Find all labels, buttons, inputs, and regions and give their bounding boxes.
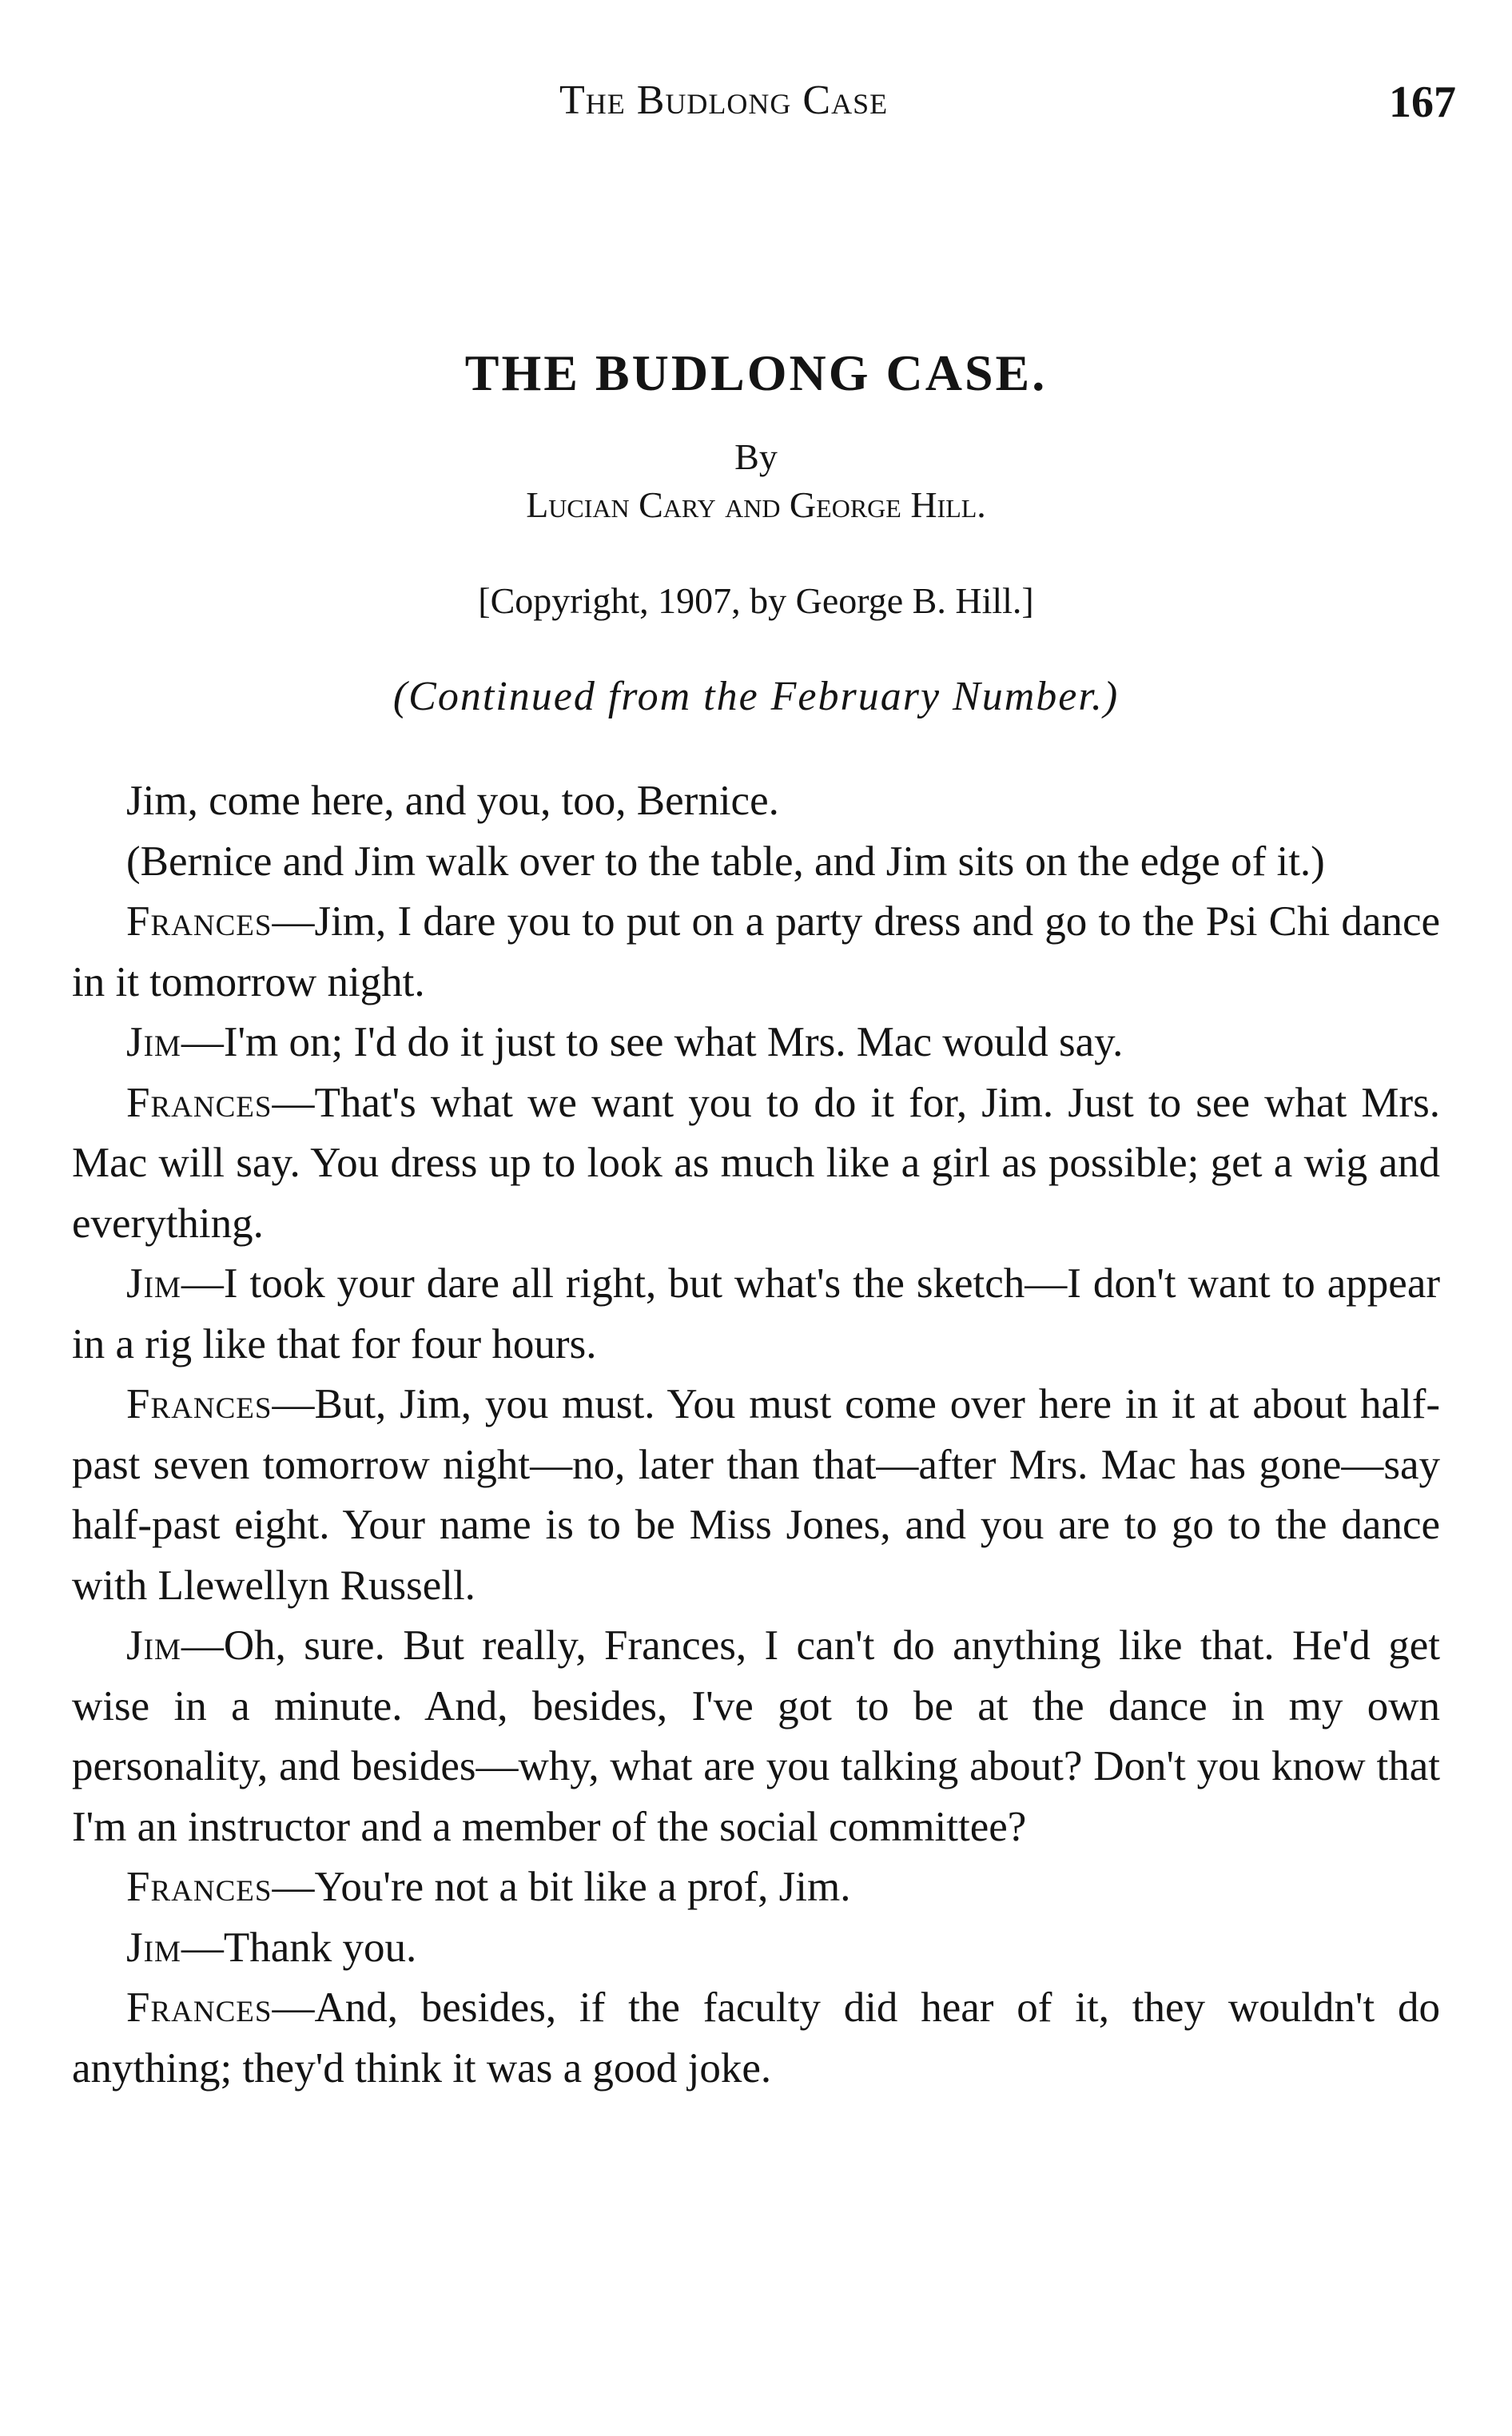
paragraph [72,1616,1440,1857]
paragraph-text: (Bernice and Jim walk over to the table, and Jim sits on the edge of it.) [126,838,1325,885]
paragraph [72,1857,1440,1918]
paragraph-text: —That's what we want you to do it for, Jim. Just to see what Mrs. Mac will say. You dress up to look as much like a girl as possible; get a wig and everything. [72,1079,1440,1247]
speaker-name: Frances [126,1984,273,2031]
paragraph-text: —But, Jim, you must. You must come over here in it at about half-past seven tomorrow night—no, later than that—after Mrs. Mac has gone—say half-past eight. Your name is to be Miss Jones, and you are to go to the dance with Llewellyn Russell. [72,1381,1440,1609]
paragraph-text: —And, besides, if the faculty did hear of it, they wouldn't do anything; they'd think it was a good joke. [72,1984,1440,2092]
paragraph [72,1254,1440,1375]
paragraph [72,1918,1440,1979]
paragraph-text: —Thank you. [181,1924,417,1971]
speaker-name: Jim [126,1019,181,1065]
copyright-notice: [Copyright, 1907, by George B. Hill.] [478,580,1034,621]
speaker-name: Frances [126,1864,273,1910]
paragraph [72,1013,1440,1073]
paragraph [72,1375,1440,1616]
paragraph-text: —I'm on; I'd do it just to see what Mrs. Mac would say. [181,1019,1124,1065]
speaker-name: Frances [126,898,273,945]
speaker-name: Frances [126,1079,273,1126]
paragraph-text: —Jim, I dare you to put on a party dress and go to the Psi Chi dance in it tomorrow night. [72,898,1440,1005]
paragraph [72,892,1440,1013]
continued-note: (Continued from the February Number.) [392,674,1120,719]
paragraph-text: Jim, come here, and you, too, Bernice. [126,778,779,824]
paragraph [72,1978,1440,2099]
paragraph [72,832,1440,893]
running-head: The Budlong Case [559,78,889,123]
paragraph [72,1073,1440,1255]
page-number: 167 [1389,78,1456,127]
speaker-name: Jim [126,1924,181,1971]
paragraph-text: —You're not a bit like a prof, Jim. [272,1864,851,1910]
speaker-name: Frances [126,1381,273,1427]
article-title: THE BUDLONG CASE. [464,344,1048,401]
paragraph [72,771,1440,832]
paragraph-text: —I took your dare all right, but what's the sketch—I don't want to appear in a rig like that for four hours. [72,1260,1440,1367]
body-text [72,771,1440,2099]
byline: By [734,436,778,477]
paragraph-text: —Oh, sure. But really, Frances, I can't do anything like that. He'd get wise in a minute. And, besides, I've got to be at the dance in my own personality, and besides—why, what are you talking about? Don't you know that I'm an instructor and a member of the social committee? [72,1622,1440,1850]
speaker-name: Jim [126,1622,181,1669]
authors: Lucian Cary and George Hill. [526,484,986,525]
speaker-name: Jim [126,1260,181,1307]
